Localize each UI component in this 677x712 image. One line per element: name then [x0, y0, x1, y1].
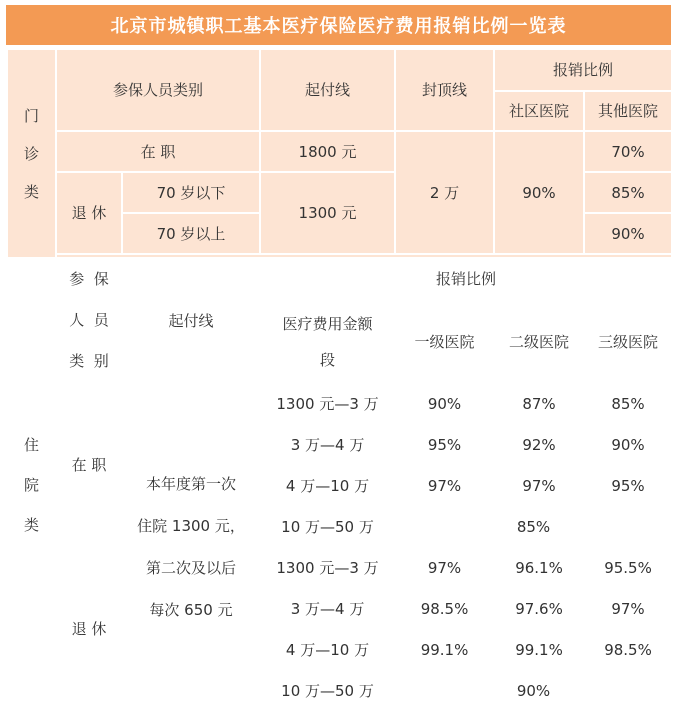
- outpatient-employed-label: 在 职: [56, 131, 260, 172]
- outpatient-header-reimburse: 报销比例: [494, 49, 672, 91]
- outpatient-employed-deductible: 1800 元: [260, 131, 395, 172]
- inpatient-employed-label: 在 职: [56, 383, 122, 547]
- amount-range-line1: 医疗费用金额: [282, 314, 373, 333]
- employed-l1-1: 90%: [395, 383, 494, 424]
- outpatient-community-rate: 90%: [494, 131, 584, 254]
- retired-l2-3: 99.1%: [494, 629, 584, 670]
- retired-l3-3: 98.5%: [584, 629, 672, 670]
- outpatient-other-rate-over70: 90%: [584, 213, 672, 254]
- inpatient-deductible-text: [122, 383, 260, 711]
- insured-char-5: 类: [69, 352, 85, 370]
- inpatient-header-reimburse: 报销比例: [260, 258, 672, 300]
- amount-range-line2: 段: [320, 350, 336, 369]
- outpatient-other-rate-employed: 70%: [584, 131, 672, 172]
- outpatient-retired-under70: 70 岁以下: [122, 172, 260, 213]
- outpatient-header-community: 社区医院: [494, 91, 584, 131]
- employed-l3-2: 90%: [584, 424, 672, 465]
- inpatient-header-insured-type: [56, 258, 122, 383]
- outpatient-retired-over70: 70 岁以上: [122, 213, 260, 254]
- inpatient-header-level1: 一级医院: [395, 300, 494, 383]
- retired-all-4: 90%: [395, 670, 672, 711]
- employed-all-4: 85%: [395, 506, 672, 547]
- retired-l1-3: 99.1%: [395, 629, 494, 670]
- inpatient-header-level3: 三级医院: [584, 300, 672, 383]
- outpatient-cap-value: 2 万: [395, 131, 494, 254]
- employed-l2-2: 92%: [494, 424, 584, 465]
- retired-range-1: 1300 元—3 万: [260, 547, 395, 588]
- employed-l3-3: 95%: [584, 465, 672, 506]
- employed-range-4: 10 万—50 万: [260, 506, 395, 547]
- insured-char-6: 别: [93, 352, 109, 370]
- outpatient-retired-label: 退 休: [56, 172, 122, 254]
- insured-char-1: 参: [69, 270, 85, 288]
- reimbursement-table: [6, 48, 673, 712]
- inpatient-char-3: 类: [23, 515, 39, 534]
- employed-l3-1: 85%: [584, 383, 672, 424]
- outpatient-header-cap: 封顶线: [395, 49, 494, 131]
- retired-l1-1: 97%: [395, 547, 494, 588]
- inpatient-header-level2: 二级医院: [494, 300, 584, 383]
- inpatient-char-1: 住: [23, 435, 39, 454]
- inpatient-header-deductible: 起付线: [122, 258, 260, 383]
- employed-l2-1: 87%: [494, 383, 584, 424]
- outpatient-header-insured-type: 参保人员类别: [56, 49, 260, 131]
- outpatient-other-rate-under70: 85%: [584, 172, 672, 213]
- inpatient-retired-label: 退 休: [56, 547, 122, 711]
- retired-range-4: 10 万—50 万: [260, 670, 395, 711]
- deductible-line-4: 每次 650 元: [149, 601, 233, 619]
- inpatient-char-2: 院: [23, 475, 39, 494]
- employed-range-2: 3 万—4 万: [260, 424, 395, 465]
- employed-l2-3: 97%: [494, 465, 584, 506]
- deductible-line-1: 本年度第一次: [145, 475, 236, 493]
- retired-range-2: 3 万—4 万: [260, 588, 395, 629]
- outpatient-char-1: 门: [23, 106, 39, 125]
- retired-l1-2: 98.5%: [395, 588, 494, 629]
- outpatient-retired-deductible: 1300 元: [260, 172, 395, 254]
- retired-l2-2: 97.6%: [494, 588, 584, 629]
- employed-l1-3: 97%: [395, 465, 494, 506]
- outpatient-char-2: 诊: [23, 144, 39, 163]
- employed-range-3: 4 万—10 万: [260, 465, 395, 506]
- insured-char-2: 保: [93, 270, 109, 288]
- inpatient-header-amount-range: [260, 300, 395, 383]
- retired-l2-1: 96.1%: [494, 547, 584, 588]
- insured-char-4: 员: [93, 311, 109, 329]
- outpatient-header-deductible: 起付线: [260, 49, 395, 131]
- outpatient-char-3: 类: [23, 182, 39, 201]
- deductible-line-2: 住院 1300 元，: [137, 517, 245, 535]
- retired-l3-1: 95.5%: [584, 547, 672, 588]
- deductible-line-3: 第二次及以后: [145, 559, 236, 577]
- insured-char-3: 人: [69, 311, 85, 329]
- outpatient-header-other: 其他医院: [584, 91, 672, 131]
- employed-range-1: 1300 元—3 万: [260, 383, 395, 424]
- table-title: 北京市城镇职工基本医疗保险医疗费用报销比例一览表: [6, 5, 671, 45]
- retired-l3-2: 97%: [584, 588, 672, 629]
- outpatient-category-cell: [7, 49, 56, 258]
- retired-range-3: 4 万—10 万: [260, 629, 395, 670]
- inpatient-category-cell: [7, 258, 56, 711]
- employed-l1-2: 95%: [395, 424, 494, 465]
